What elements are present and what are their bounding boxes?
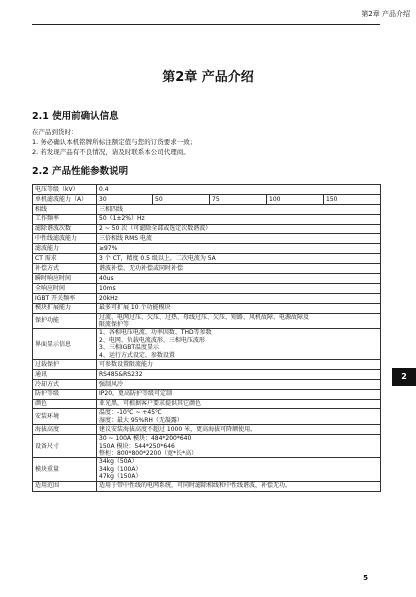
- row-label: 通讯: [33, 369, 97, 379]
- table-row: [33, 214, 381, 224]
- row-label: 保护功能: [33, 313, 97, 329]
- row-label: 滤波能力: [33, 244, 97, 254]
- table-row: [33, 283, 381, 293]
- table-row: [33, 458, 381, 481]
- row-value: [97, 329, 381, 360]
- row-label: 安装环境: [33, 409, 97, 425]
- table-row: [33, 369, 381, 379]
- row-value-line: 过流、电网过压、欠压、过热、母线过压、欠压、短路、风机故障、电源故障及: [99, 313, 310, 321]
- row-value: 2 ~ 50 次（可滤除全部或选定次数谐波）: [97, 224, 381, 234]
- row-label: 海拔高度: [33, 425, 97, 435]
- row-value: 适用于带中性线的电网系统，可同时滤除相线和中性线谐波，补偿无功。: [97, 481, 381, 491]
- list-item: 1. 务必确认本机铭牌所标注额定值与您的订货要求一致；: [32, 138, 197, 146]
- row-value: 10ms: [97, 283, 381, 293]
- row-label: 补偿方式: [33, 264, 97, 274]
- row-value: 3 个 CT，精度 0.5 级以上，二次电流为 5A: [97, 254, 381, 264]
- intro-text: 在产品到货时：: [32, 128, 78, 136]
- row-value-line: 温度：-10℃ ~ +45℃: [99, 409, 162, 417]
- table-row: [33, 264, 381, 274]
- capacity-cell: 75: [210, 194, 267, 204]
- row-label: 滤除谐波次数: [33, 224, 97, 234]
- table-row: [33, 313, 381, 329]
- row-label: 电压等级（kV）: [33, 185, 97, 195]
- table-row: [33, 481, 381, 491]
- row-label: IGBT 开关频率: [33, 293, 97, 303]
- row-value-line: 150A 模块：544*250*646: [99, 442, 175, 450]
- table-row: [33, 274, 381, 284]
- row-label: 防护等级: [33, 389, 97, 399]
- table-row: [33, 435, 381, 458]
- table-row: [33, 234, 381, 244]
- capacity-cell: 50: [153, 194, 210, 204]
- table-row: [33, 254, 381, 264]
- capacity-cell: 150: [324, 194, 381, 204]
- running-header: 第2章 产品介绍: [361, 10, 410, 18]
- table-row: [33, 204, 381, 214]
- row-label: CT 需求: [33, 254, 97, 264]
- row-label: 相线: [33, 204, 97, 214]
- row-label: 中性线滤波能力: [33, 234, 97, 244]
- chapter-tab: 2: [392, 368, 416, 386]
- row-value: 0.4: [97, 185, 381, 195]
- row-value: 谐波补偿、无功补偿或同时补偿: [97, 264, 381, 274]
- table-row: [33, 425, 381, 435]
- row-value: [97, 409, 381, 425]
- capacity-cell: 100: [267, 194, 324, 204]
- table-row: [33, 329, 381, 360]
- row-value: 50（1±2%）Hz: [97, 214, 381, 224]
- row-label: 适用范围: [33, 481, 97, 491]
- row-label: 模块扩展能力: [33, 303, 97, 313]
- row-value: [97, 435, 381, 458]
- row-value-line: 47kg（150A）: [99, 473, 142, 481]
- table-row: [33, 194, 381, 204]
- section-title-2-2: 2.2 产品性能参数说明: [32, 166, 129, 177]
- row-label: 冷却方式: [33, 379, 97, 389]
- row-label: 设备尺寸: [33, 435, 97, 458]
- row-label: 单机滤波能力（A）: [33, 194, 97, 204]
- spec-table: [32, 184, 381, 492]
- page-number: 5: [363, 574, 368, 582]
- row-value: 三倍相线 RMS 电流: [97, 234, 381, 244]
- row-value-line: 限流保护等: [99, 320, 130, 328]
- row-value: 建议安装海拔高度不超过 1000 米，更高海拔可降额使用。: [97, 425, 381, 435]
- row-value-line: 4、运行方式设定、参数设置: [99, 351, 175, 359]
- header-rule: [32, 24, 380, 25]
- row-label: 过载保护: [33, 360, 97, 370]
- row-value: 40us: [97, 274, 381, 284]
- capacity-cell: 30: [97, 194, 153, 204]
- table-row: [33, 399, 381, 409]
- chapter-title: 第2章 产品介绍: [162, 70, 254, 85]
- table-row: [33, 389, 381, 399]
- row-value-line: 30 ~ 100A 模块：484*200*640: [99, 435, 192, 443]
- row-value-line: 2、电网、负载电流波形、三相电压波形: [99, 336, 205, 344]
- row-value: 三相四线: [97, 204, 381, 214]
- row-value-line: 整柜：800*800*2200（宽*长*高）: [99, 449, 198, 457]
- row-value: [97, 458, 381, 481]
- row-value-line: 34kg（50A）: [99, 458, 138, 466]
- table-row: [33, 244, 381, 254]
- row-value: IP20，更高防护等级可定制: [97, 389, 381, 399]
- row-label: 瞬时响应时间: [33, 274, 97, 284]
- row-value: [97, 313, 381, 329]
- row-label: 界面显示信息: [33, 329, 97, 360]
- row-label: 颜色: [33, 399, 97, 409]
- table-row: [33, 224, 381, 234]
- table-row: [33, 293, 381, 303]
- table-row: [33, 379, 381, 389]
- row-value: 最多可扩展 10 个功能模块: [97, 303, 381, 313]
- table-row: [33, 360, 381, 370]
- row-value: 亚光黑，可根据客户要求提供其它颜色: [97, 399, 381, 409]
- row-value-line: 湿度：最大 95%RH（无凝露）: [99, 416, 183, 424]
- row-value: 可参数设置限流能力: [97, 360, 381, 370]
- row-value-line: 34kg（100A）: [99, 465, 142, 473]
- row-value: RS485&RS232: [97, 369, 381, 379]
- row-label: 全响应时间: [33, 283, 97, 293]
- row-value: ≥97%: [97, 244, 381, 254]
- table-row: [33, 303, 381, 313]
- section-title-2-1: 2.1 使用前确认信息: [32, 111, 119, 122]
- row-label: 模块重量: [33, 458, 97, 481]
- row-label: 工作频率: [33, 214, 97, 224]
- row-value: 20kHz: [97, 293, 381, 303]
- list-item: 2. 若发现产品有不良情况，请及时联系本公司代理商。: [32, 148, 190, 156]
- row-value-line: 1、各相电压电流、功率因数、THD等参数: [99, 329, 212, 337]
- row-value-line: 3、三相IGBT温度显示: [99, 344, 160, 352]
- table-row: [33, 409, 381, 425]
- row-value: 强制风冷: [97, 379, 381, 389]
- table-row: [33, 185, 381, 195]
